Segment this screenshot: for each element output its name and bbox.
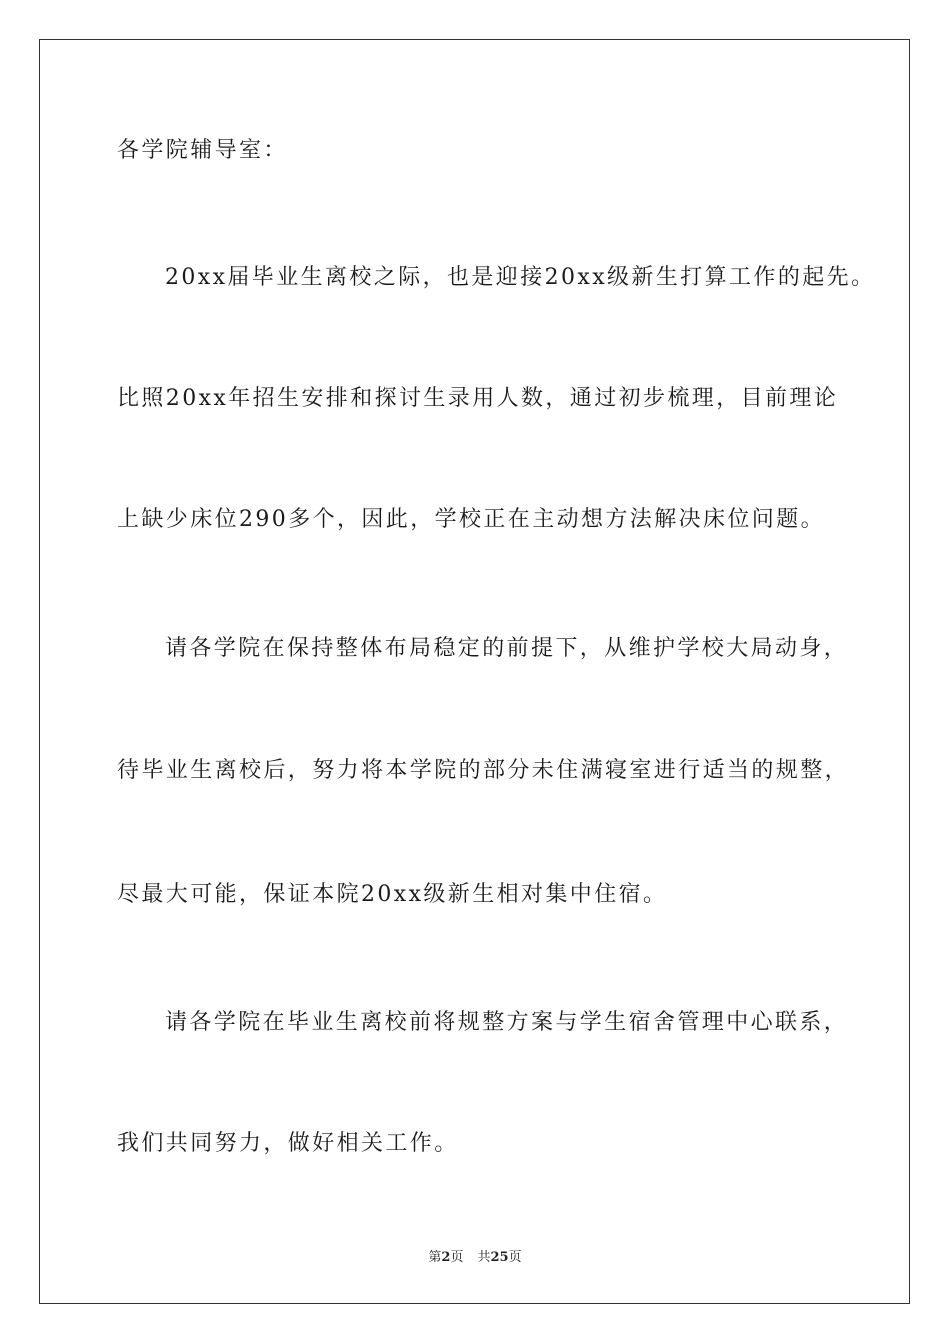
- paragraph-line: 上缺少床位290多个，因此，学校正在主动想方法解决床位问题。: [117, 507, 825, 532]
- paragraph-line: 尽最大可能，保证本院20xx级新生相对集中住宿。: [117, 882, 668, 907]
- paragraph-line: 我们共同努力，做好相关工作。: [117, 1131, 459, 1156]
- footer-total-suffix: 页: [508, 1250, 522, 1265]
- paragraph-line: 请各学院在毕业生离校前将规整方案与学生宿舍管理中心联系，: [165, 1010, 849, 1035]
- footer-page-prefix: 第: [428, 1250, 442, 1265]
- paragraph-line: 待毕业生离校后，努力将本学院的部分未住满寝室进行适当的规整，: [117, 758, 850, 783]
- page-footer: [0, 1246, 950, 1265]
- page-border: [39, 39, 910, 1304]
- footer-page-suffix: 页: [450, 1250, 464, 1265]
- paragraph-line: 20xx届毕业生离校之际，也是迎接20xx级新生打算工作的起先。: [165, 265, 876, 290]
- paragraph-line: 请各学院在保持整体布局稳定的前提下，从维护学校大局动身，: [165, 636, 849, 661]
- footer-page-number: 2: [441, 1250, 451, 1265]
- footer-total-pages: 25: [490, 1250, 509, 1265]
- paragraph-line: 比照20xx年招生安排和探讨生录用人数，通过初步梳理，目前理论: [117, 386, 839, 411]
- footer-total-prefix: 共: [477, 1250, 491, 1265]
- salutation: 各学院辅导室：: [117, 138, 288, 163]
